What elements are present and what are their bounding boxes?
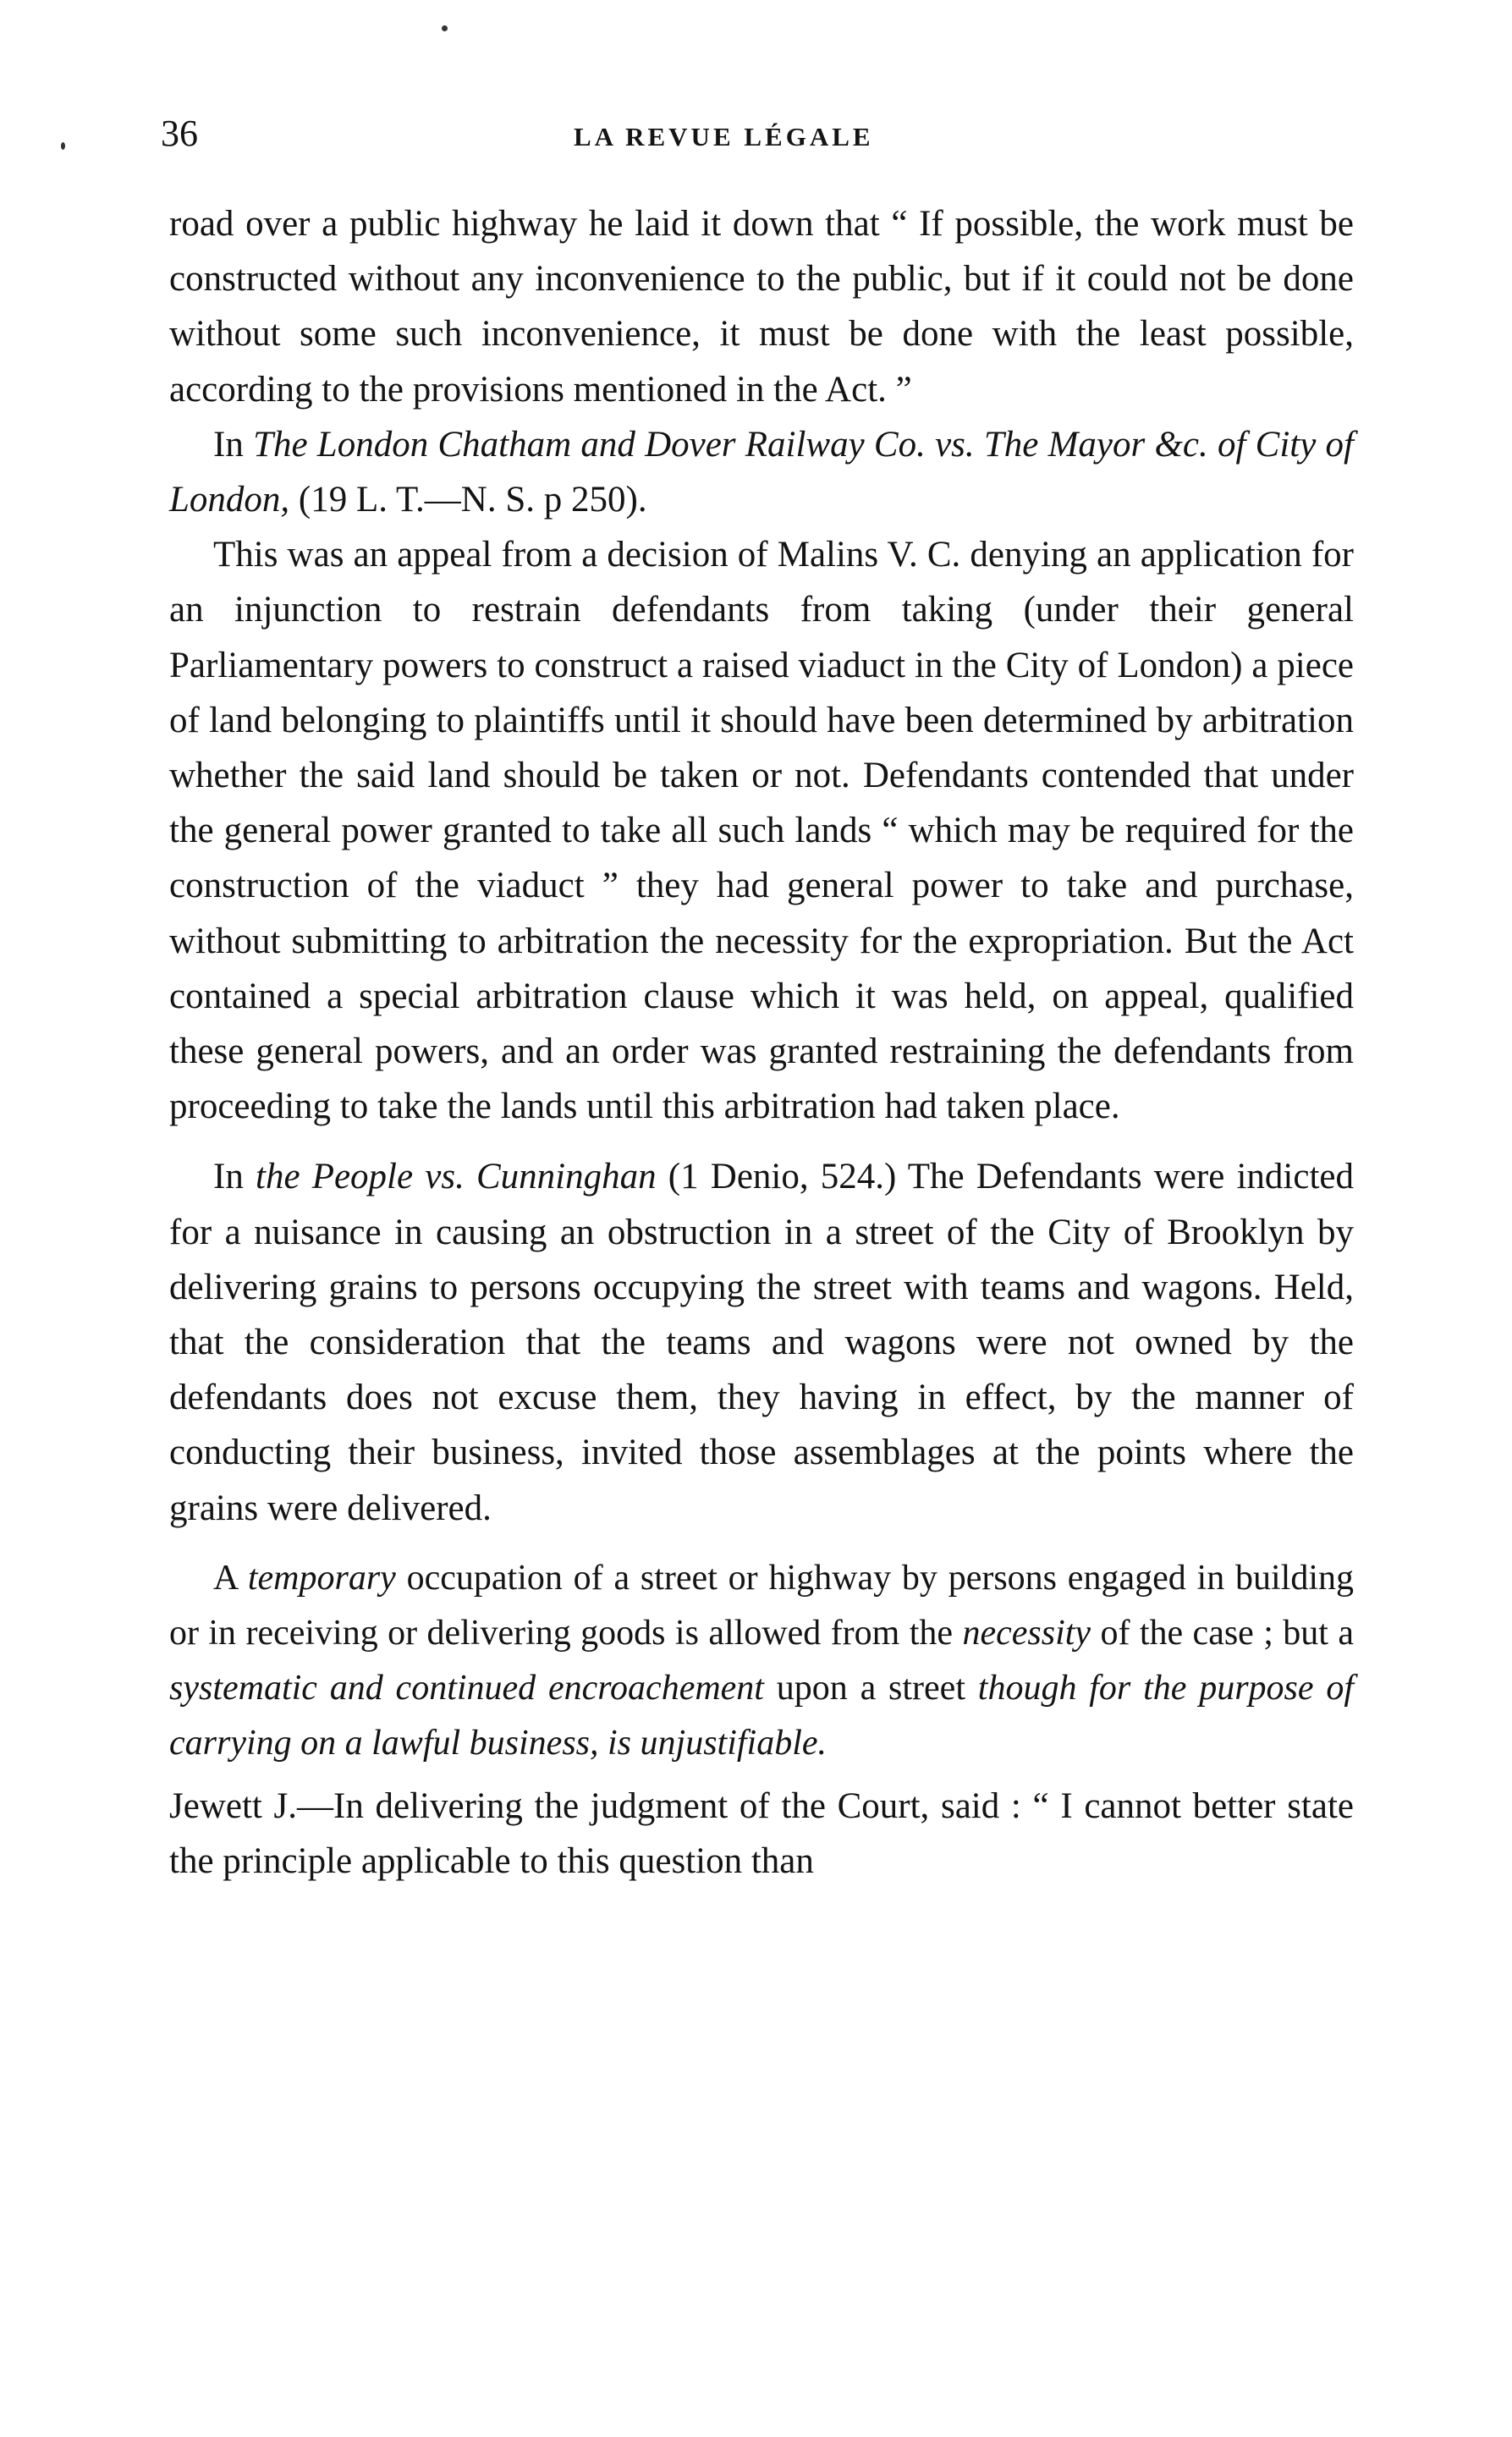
case-citation: (19 L. T.—N. S. p 250). [289, 480, 647, 520]
holding-emphasis: systematic and continued encroachement [169, 1669, 764, 1708]
holding-emphasis: though for the purpose of carrying on a lawful business, is unjustifiable. [169, 1669, 1355, 1763]
case-intro-text: In [213, 424, 254, 465]
paragraph-highway-principle: road over a public highway he laid it down that “ If possible, the work must be constructed without any inconvenience to the public, but if it could not be done without some such inconvenience, it must be done with the least possible, according to the provisions mentioned in the Act. ” [169, 204, 1354, 410]
case-name: The London Chatham and Dover Railway Co. vs. The Mayor &c. of City of London, [169, 424, 1355, 520]
paragraph-holding [169, 1551, 1354, 1772]
running-head: LA REVUE LÉGALE [574, 122, 874, 151]
paragraph-london-case-citation [169, 417, 1354, 527]
print-speck [442, 25, 448, 31]
case-intro-text: In [213, 1157, 256, 1197]
holding-text: upon a street [763, 1669, 978, 1708]
holding-emphasis: necessity [962, 1614, 1091, 1653]
page-body [169, 196, 1354, 1889]
page-header [161, 108, 1371, 159]
holding-text: A [213, 1558, 248, 1598]
holding-emphasis: temporary [247, 1558, 396, 1598]
holding-text: of the case ; but a [1091, 1614, 1355, 1653]
paragraph-people-case [169, 1149, 1354, 1535]
paragraph-judgment-quote: Jewett J.—In delivering the judgment of the Court, said : “ I cannot better state the principle applicable to this question than [169, 1785, 1354, 1881]
page-number: 36 [161, 113, 198, 154]
case-name: the People vs. Cunninghan [256, 1157, 657, 1197]
print-speck [61, 142, 65, 150]
holding-text: occupation of a street or highway by persons engaged in building or in receiving or delivering goods is allowed from the [169, 1558, 1355, 1653]
case-summary-text: (1 Denio, 524.) The Defendants were indicted for a nuisance in causing an obstruction in a street of the City of Brooklyn by delivering grains to persons occupying the street with teams and wagons. Held, that the consideration that the teams and wagons were not owned by the defendants does not excuse them, they having in effect, by the manner of conducting their business, invited those assemblages at the points where the grains were delivered. [169, 1157, 1354, 1528]
paragraph-london-case-summary: This was an appeal from a decision of Malins V. C. denying an application for an injunction to restrain defendants from taking (under their general Parliamentary powers to construct a raised viaduct in the City of London) a piece of land belonging to plaintiffs until it should have been determined by arbitration whether the said land should be taken or not. Defendants contended that under the general power granted to take all such lands “ which may be required for the construction of the viaduct ” they had general power to take and purchase, without submitting to arbitration the necessity for the expropriation. But the Act contained a special arbitration clause which it was held, on appeal, qualified these general powers, and an order was granted restraining the defendants from proceeding to take the lands until this arbitration had taken place. [169, 535, 1354, 1127]
